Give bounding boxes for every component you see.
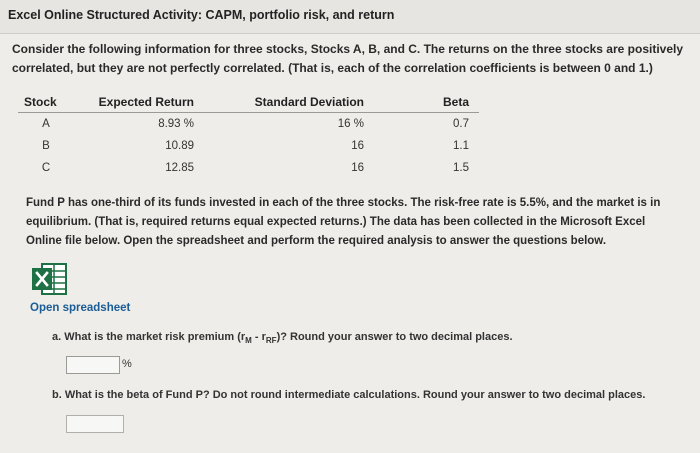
col-header-stock: Stock <box>18 92 74 113</box>
excel-icon[interactable] <box>30 262 70 296</box>
fund-description: Fund P has one-third of its funds invested in each of the three stocks. The risk-free rate is 5.5%, and the market is in equilibrium. (That is, required returns equal expected returns.) The data has been collected in the Microsoft Excel Online file below. Open the spreadsheet and perform the required analysis to answer the questions below. <box>26 197 661 247</box>
answer-a-input[interactable] <box>66 356 120 374</box>
cell-expected-return: 8.93 % <box>158 118 194 130</box>
open-spreadsheet-link[interactable]: Open spreadsheet <box>30 302 131 314</box>
table-row <box>18 113 479 136</box>
subscript-rf: RF <box>265 336 277 346</box>
cell-beta: 1.1 <box>453 140 469 152</box>
question-a-prefix: a. What is the market risk premium (r <box>52 331 246 343</box>
col-header-expected-return: Expected Return <box>74 92 214 113</box>
cell-standard-deviation: 16 % <box>337 118 364 130</box>
cell-stock: A <box>42 118 50 130</box>
table-row <box>18 157 479 179</box>
cell-standard-deviation: 16 <box>351 140 364 152</box>
cell-stock: C <box>41 162 51 174</box>
answer-b-input[interactable] <box>66 415 124 433</box>
percent-unit: % <box>122 358 132 370</box>
col-header-beta: Beta <box>404 92 479 113</box>
table-row <box>18 135 479 157</box>
col-header-standard-deviation: Standard Deviation <box>214 92 404 113</box>
page-title: Excel Online Structured Activity: CAPM, portfolio risk, and return <box>8 8 395 22</box>
question-a <box>52 331 513 345</box>
question-a-suffix: )? Round your answer to two decimal places. <box>276 331 513 343</box>
cell-expected-return: 12.85 <box>165 162 194 174</box>
cell-expected-return: 10.89 <box>165 140 194 152</box>
cell-stock: B <box>42 140 50 152</box>
cell-beta: 1.5 <box>453 162 469 174</box>
subscript-m: M <box>245 336 252 346</box>
cell-beta: 0.7 <box>453 118 469 130</box>
stocks-table <box>18 92 479 179</box>
question-a-minus: - r <box>251 331 266 343</box>
intro-text: Consider the following information for three stocks, Stocks A, B, and C. The returns on the three stocks are positively correlated, but they are not perfectly correlated. (That is, each of the correlation coefficients is between 0 and 1.) <box>12 42 684 75</box>
cell-standard-deviation: 16 <box>351 162 364 174</box>
question-b: b. What is the beta of Fund P? Do not round intermediate calculations. Round your answer to two decimal places. <box>52 389 646 401</box>
table-header-row <box>18 92 479 113</box>
